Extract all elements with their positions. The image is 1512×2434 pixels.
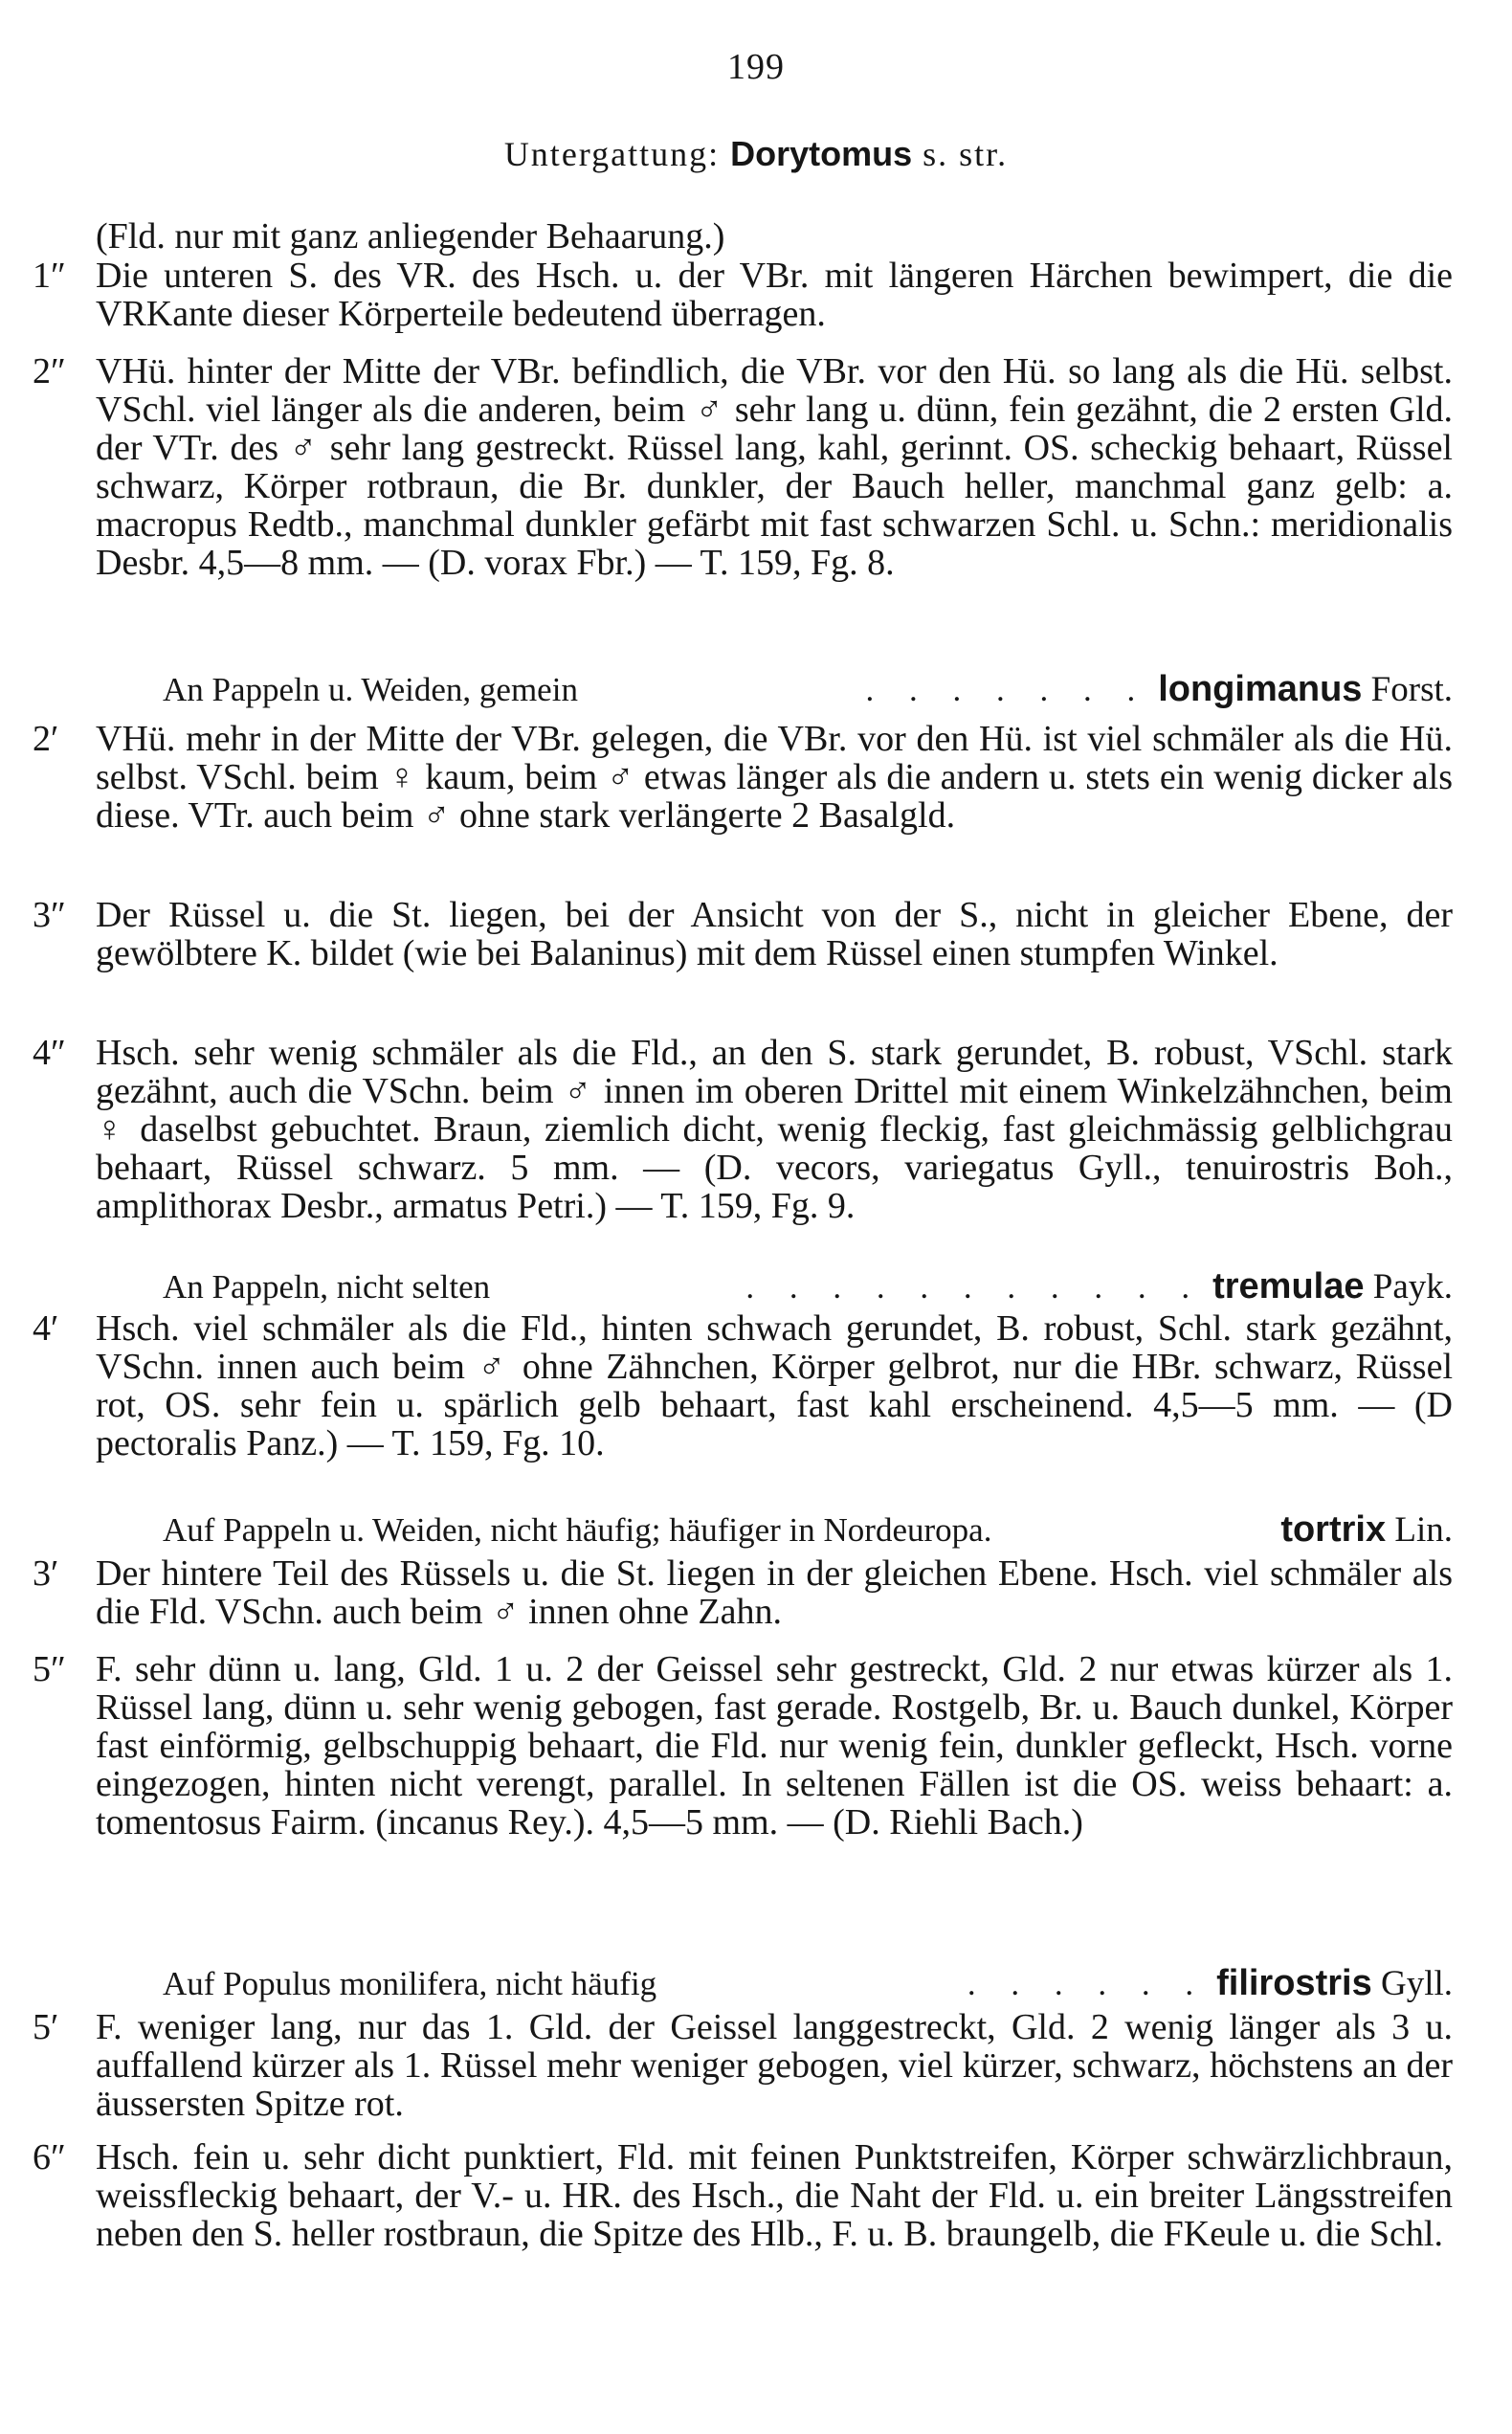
couplet-number: 6″ <box>33 2137 66 2177</box>
species-name: tortrix <box>1280 1509 1387 1550</box>
couplet-text: Der hintere Teil des Rüssels u. die St. liegen in der gleichen Ebene. Hsch. viel schmäler als die Fld. VSchn. auch beim ♂ innen ohne Zahn. <box>96 1553 1453 1632</box>
section-note: (Fld. nur mit ganz anliegender Behaarung.) <box>96 216 725 257</box>
habitat-line <box>163 1510 1453 1550</box>
leader-dots: . . . . . . . . . . . <box>745 1268 1204 1306</box>
species-name: longimanus <box>1158 669 1363 709</box>
species-name: tremulae <box>1212 1266 1365 1306</box>
key-entry <box>33 351 1453 583</box>
couplet-text: Der Rüssel u. die St. liegen, bei der Ansicht von der S., nicht in gleicher Ebene, der gewölbtere K. bildet (wie bei Balaninus) mit dem Rüssel einen stumpfen Winkel. <box>96 895 1453 973</box>
species-name: filirostris <box>1216 1963 1372 2003</box>
subgenus-heading <box>0 134 1512 174</box>
key-entry <box>33 1649 1453 1842</box>
species-label <box>1280 1510 1453 1550</box>
couplet-text: VHü. mehr in der Mitte der VBr. gelegen, die VBr. vor den Hü. ist viel schmäler als die Hü. selbst. VSchl. beim ♀ kaum, beim ♂ etwas länger als die andern u. stets ein wenig dicker als diese. VTr. auch beim ♂ ohne stark verlängerte 2 Basalgld. <box>96 719 1453 836</box>
habitat-line <box>163 1964 1453 2003</box>
habitat-line <box>163 670 1453 709</box>
habitat-text: An Pappeln, nicht selten <box>163 1268 491 1306</box>
habitat-text: Auf Pappeln u. Weiden, nicht häufig; häufiger in Nordeuropa. <box>163 1511 992 1549</box>
couplet-text: Die unteren S. des VR. des Hsch. u. der VBr. mit längeren Härchen bewimpert, die die VRKante dieser Körperteile bedeutend überragen. <box>96 256 1453 334</box>
key-entry <box>33 1553 1453 1632</box>
couplet-text: F. weniger lang, nur das 1. Gld. der Geissel langgestreckt, Gld. 2 wenig länger als 3 u. auffallend kürzer als 1. Rüssel mehr weniger gebogen, viel kürzer, schwarz, höchstens an der äussersten Spitze rot. <box>96 2007 1453 2124</box>
leader-dots: . . . . . . . <box>865 671 1149 708</box>
subgenus-suffix: s. str. <box>923 135 1009 173</box>
key-entry <box>33 1033 1453 1226</box>
key-entry <box>33 256 1453 334</box>
key-entry <box>33 2007 1453 2124</box>
couplet-number: 2′ <box>33 719 59 759</box>
key-entry <box>33 1308 1453 1463</box>
species-author: Lin. <box>1394 1510 1453 1550</box>
key-entry <box>33 719 1453 836</box>
species-label <box>1216 1964 1453 2003</box>
habitat-line <box>163 1267 1453 1306</box>
couplet-text: F. sehr dünn u. lang, Gld. 1 u. 2 der Geissel sehr gestreckt, Gld. 2 nur etwas kürzer als 1. Rüssel lang, dünn u. sehr wenig gebogen, fast gerade. Rostgelb, Br. u. Bauch dunkel, Körper fast einförmig, gelbschuppig behaart, die Fld. nur wenig fein, dunkler gefleckt, Hsch. vorne eingezogen, hinten nicht verengt, parallel. In seltenen Fällen ist die OS. weiss behaart: a. tomentosus Fairm. (incanus Rey.). 4,5—5 mm. — (D. Riehli Bach.) <box>96 1649 1453 1842</box>
key-entry <box>33 895 1453 973</box>
couplet-number: 3″ <box>33 895 66 935</box>
couplet-number: 2″ <box>33 351 66 391</box>
species-author: Payk. <box>1372 1267 1453 1306</box>
subgenus-prefix: Untergattung: <box>503 135 721 173</box>
page-number: 199 <box>727 47 785 87</box>
couplet-text: Hsch. fein u. sehr dicht punktiert, Fld. mit feinen Punktstreifen, Körper schwärzlichbraun, weissfleckig behaart, der V.- u. HR. des Hsch., die Naht der Fld. u. ein breiter Längsstreifen neben den S. heller rostbraun, die Spitze des Hlb., F. u. B. braungelb, die FKeule u. die Schl. <box>96 2137 1453 2254</box>
couplet-number: 4′ <box>33 1308 59 1349</box>
couplet-number: 1″ <box>33 256 66 296</box>
couplet-text: Hsch. viel schmäler als die Fld., hinten schwach gerundet, B. robust, Schl. stark gezähnt, VSchn. innen auch beim ♂ ohne Zähnchen, Körper gelbrot, nur die HBr. schwarz, Rüssel rot, OS. sehr fein u. spärlich gelb behaart, fast kahl erscheinend. 4,5—5 mm. — (D pectoralis Panz.) — T. 159, Fg. 10. <box>96 1308 1453 1463</box>
leader-dots: . . . . . . <box>967 1965 1208 2002</box>
species-label <box>1212 1267 1453 1306</box>
habitat-text: Auf Populus monilifera, nicht häufig <box>163 1965 657 2002</box>
species-label <box>1158 670 1453 709</box>
species-author: Gyll. <box>1380 1964 1453 2003</box>
species-author: Forst. <box>1370 670 1453 709</box>
couplet-number: 5″ <box>33 1649 66 1689</box>
habitat-text: An Pappeln u. Weiden, gemein <box>163 671 578 708</box>
couplet-number: 3′ <box>33 1553 59 1594</box>
couplet-text: VHü. hinter der Mitte der VBr. befindlich, die VBr. vor den Hü. so lang als die Hü. selbst. VSchl. viel länger als die anderen, beim ♂ sehr lang u. dünn, fein gezähnt, die 2 ersten Gld. der VTr. des ♂ sehr lang gestreckt. Rüssel lang, kahl, gerinnt. OS. scheckig behaart, Rüssel schwarz, Körper rotbraun, die Br. dunkler, der Bauch heller, manchmal ganz gelb: a. macropus Redtb., manchmal dunkler gefärbt mit fast schwarzen Schl. u. Schn.: meridionalis Desbr. 4,5—8 mm. — (D. vorax Fbr.) — T. 159, Fg. 8. <box>96 351 1453 583</box>
couplet-number: 4″ <box>33 1033 66 1073</box>
key-entry <box>33 2137 1453 2254</box>
genus-name: Dorytomus <box>730 134 913 173</box>
couplet-number: 5′ <box>33 2007 59 2047</box>
couplet-text: Hsch. sehr wenig schmäler als die Fld., an den S. stark gerundet, B. robust, VSchl. stark gezähnt, auch die VSchn. beim ♂ innen im oberen Drittel mit einem Winkelzähnchen, beim ♀ daselbst gebuchtet. Braun, ziemlich dicht, wenig fleckig, fast gleichmässig gelblichgrau behaart, Rüssel schwarz. 5 mm. — (D. vecors, variegatus Gyll., tenuirostris Boh., amplithorax Desbr., armatus Petri.) — T. 159, Fg. 9. <box>96 1033 1453 1226</box>
